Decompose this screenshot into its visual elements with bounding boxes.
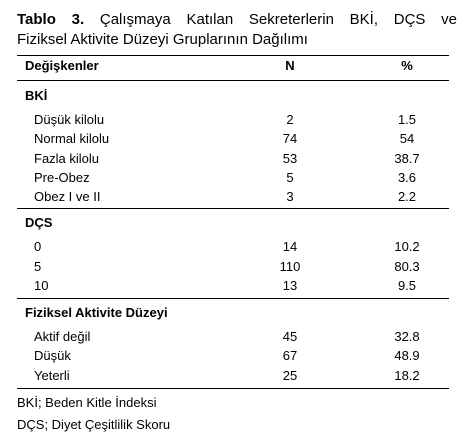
row-label: Fazla kilolu [34,151,100,166]
row-percent: 10.2 [394,239,420,254]
table-row [0,168,470,187]
row-n: 5 [286,170,294,185]
row-percent: 38.7 [394,151,420,166]
row-label: 0 [34,239,42,254]
caption-title-line1: Çalışmaya Katılan Sekreterlerin BKİ, DÇS ve [84,11,458,28]
row-label: 5 [34,259,42,274]
caption-label: Tablo 3. [17,11,85,28]
table-row [0,149,470,168]
section-title-dcs: DÇS [25,215,53,230]
row-label: Pre-Obez [34,170,90,185]
row-n: 14 [282,239,298,254]
row-label: Yeterli [34,368,70,383]
row-n: 2 [286,112,294,127]
section-divider-rule [17,298,449,299]
header-n: N [285,58,295,73]
section-title-bki: BKİ [25,88,48,103]
header-variables: Değişkenler [25,58,99,73]
header-bottom-rule [17,80,449,81]
table-row [0,276,470,295]
caption-title-line2: Fiziksel Aktivite Düzeyi Gruplarının Dağılımı [17,31,308,48]
row-percent: 1.5 [397,112,417,127]
table-row [0,366,470,385]
header-percent: % [401,58,413,73]
row-n: 74 [282,131,298,146]
row-n: 13 [282,278,298,293]
table-row [0,129,470,148]
row-percent: 54 [399,131,415,146]
table-row [0,237,470,256]
table-row [0,187,470,206]
table-caption [17,10,457,50]
row-n: 110 [279,259,301,274]
row-label: Normal kilolu [34,131,110,146]
row-percent: 18.2 [394,368,420,383]
row-n: 53 [282,151,298,166]
row-label: Obez I ve II [34,189,101,204]
table-row [0,110,470,129]
row-n: 3 [286,189,294,204]
row-percent: 80.3 [394,259,420,274]
row-label: Düşük [34,348,71,363]
row-n: 67 [282,348,298,363]
table-row [0,346,470,365]
table-bottom-rule [17,388,449,389]
row-n: 45 [282,329,298,344]
row-percent: 48.9 [394,348,420,363]
row-percent: 32.8 [394,329,420,344]
table-top-rule [17,55,449,56]
table-row [0,257,470,276]
footnote-dcs: DÇS; Diyet Çeşitlilik Skoru [17,417,171,432]
row-n: 25 [282,368,298,383]
row-label: Aktif değil [34,329,91,344]
section-divider-rule [17,208,449,209]
table-row [0,327,470,346]
row-percent: 9.5 [397,278,417,293]
section-title-physical-activity: Fiziksel Aktivite Düzeyi [25,305,168,320]
row-percent: 3.6 [397,170,417,185]
row-label: Düşük kilolu [34,112,105,127]
row-percent: 2.2 [397,189,417,204]
row-label: 10 [34,278,49,293]
footnote-bki: BKİ; Beden Kitle İndeksi [17,395,157,410]
